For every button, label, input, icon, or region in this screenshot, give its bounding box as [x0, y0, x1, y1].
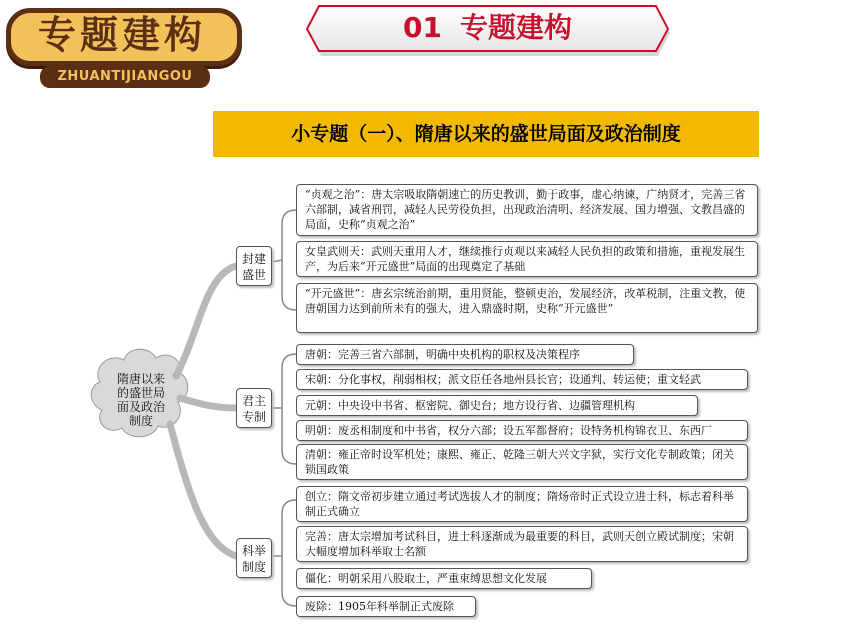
branch-label-line: 盛世: [241, 268, 266, 282]
bracket-3: [272, 500, 296, 606]
mindmap-item-tang: 唐朝：完善三省六部制，明确中央机构的职权及决策程序: [296, 344, 634, 365]
mindmap-item-song: 宋朝：分化事权，削弱相权；派文臣任各地州县长官；设通判、转运使；重文轻武: [296, 369, 748, 390]
root-line: 制度: [128, 414, 153, 428]
branch-label-line: 科举: [241, 544, 266, 558]
mindmap-item-founding: 创立：隋文帝初步建立通过考试选拔人才的制度；隋炀帝时正式设立进士科，标志着科举制正式确立: [296, 486, 748, 522]
root-line: 的盛世局: [116, 386, 165, 400]
header-number: 01: [403, 11, 442, 44]
mindmap-item-zhenguan: “贞观之治”：唐太宗吸取隋朝速亡的历史教训，勤于政事，虚心纳谏，广纳贤才，完善三省六部制，减省刑罚，减轻人民劳役负担，出现政治清明、经济发展、国力增强、文教昌盛的局面，史称“贞观之治”: [296, 184, 758, 236]
mindmap-item-ming: 明朝：废丞相制度和中书省，权分六部；设五军都督府；设特务机构锦衣卫、东西厂: [296, 420, 748, 441]
bracket-1: [272, 210, 296, 310]
root-line: 隋唐以来: [116, 372, 165, 386]
logo-title: 专题建构: [37, 13, 206, 57]
branch-label-line: 专制: [241, 410, 266, 424]
section-subtitle: 小专题（一）、隋唐以来的盛世局面及政治制度: [213, 111, 759, 157]
bracket-2: [272, 354, 296, 464]
root-line: 面及政治: [116, 400, 165, 414]
branch-connector-2: [180, 398, 236, 408]
branch-label-autocracy: [236, 388, 272, 428]
mindmap-item-yuan: 元朝：中央设中书省、枢密院、御史台；地方设行省、边疆管理机构: [296, 395, 698, 416]
branch-label-line: 封建: [241, 252, 266, 266]
logo-subtitle: ZHUANTIJIANGOU: [40, 66, 210, 88]
branch-label-feudal-prosperity: [236, 246, 272, 286]
mindmap-item-wu-zetian: 女皇武则天：武则天重用人才，继续推行贞观以来减轻人民负担的政策和措施，重视发展生产，为后来“开元盛世”局面的出现奠定了基础: [296, 241, 758, 277]
mindmap-item-improvement: 完善：唐太宗增加考试科目，进士科逐渐成为最重要的科目，武则天创立殿试制度；宋朝大幅度增加科举取士名额: [296, 526, 748, 562]
branch-label-imperial-exam: [236, 538, 272, 578]
branch-connector-3: [170, 424, 236, 556]
mindmap-item-rigidity: 僵化：明朝采用八股取士，严重束缚思想文化发展: [296, 568, 592, 589]
branch-label-line: 制度: [241, 560, 266, 574]
mindmap-item-abolition: 废除：1905年科举制正式废除: [296, 596, 476, 617]
mindmap-item-qing: 清朝：雍正帝时设军机处；康熙、雍正、乾隆三朝大兴文字狱，实行文化专制政策；闭关锁国政策: [296, 444, 748, 480]
branch-connector-1: [176, 266, 236, 376]
mindmap-item-kaiyuan: “开元盛世”：唐玄宗统治前期，重用贤能，整顿吏治，发展经济，改革税制，注重文教，使唐朝国力达到前所未有的强大，进入鼎盛时期，史称“开元盛世”: [296, 283, 758, 333]
branch-label-line: 君主: [241, 394, 266, 408]
header-title-text: 专题建构: [459, 11, 572, 44]
root-label: [104, 372, 178, 428]
